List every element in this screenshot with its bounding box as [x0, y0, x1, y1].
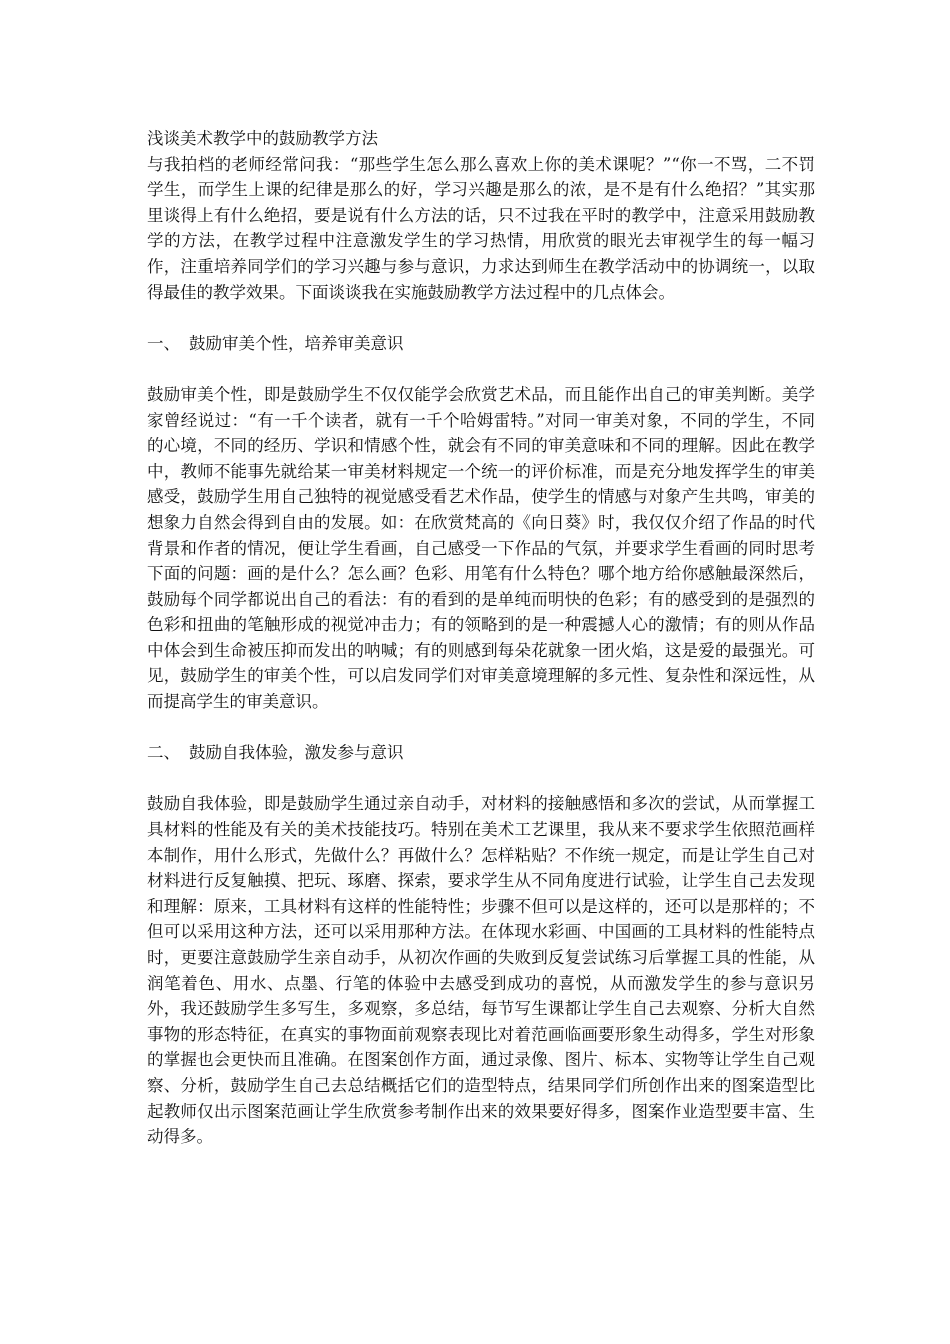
section-body-1: 鼓励审美个性，即是鼓励学生不仅仅能学会欣赏艺术品，而且能作出自己的审美判断。美学家曾经说过：“有一千个读者，就有一千个哈姆雷特。”对同一审美对象，不同的学生，不同的心境，不同的经历、学识和情感个性，就会有不同的审美意味和不同的理解。因此在教学中，教师不能事先就给某一审美材料规定一个统一的评价标准，而是充分地发挥学生的审美感受，鼓励学生用自己独特的视觉感受看艺术作品，使学生的情感与对象产生共鸣，审美的想象力自然会得到自由的发展。如：在欣赏梵高的《向日葵》时，我仅仅介绍了作品的时代背景和作者的情况，便让学生看画，自己感受一下作品的气氛，并要求学生看画的同时思考下面的问题：画的是什么？怎么画？色彩、用笔有什么特色？哪个地方给你感触最深然后，鼓励每个同学都说出自己的看法：有的看到的是单纯而明快的色彩；有的感受到的是强烈的色彩和扭曲的笔触形成的视觉冲击力；有的领略到的是一种震撼人心的激情；有的则从作品中体会到生命被压抑而发出的呐喊；有的则感到每朵花就象一团火焰，这是爱的最强光。可见，鼓励学生的审美个性，可以启发同学们对审美意境理解的多元性、复杂性和深远性，从而提高学生的审美意识。: [147, 384, 815, 712]
section-number-1: 一、: [147, 333, 180, 353]
section-body-2: 鼓励自我体验，即是鼓励学生通过亲自动手，对材料的接触感悟和多次的尝试，从而掌握工具材料的性能及有关的美术技能技巧。特别在美术工艺课里，我从来不要求学生依照范画样本制作，用什么形式，先做什么？再做什么？怎样粘贴？不作统一规定，而是让学生自己对材料进行反复触摸、把玩、琢磨、探索，要求学生从不同角度进行试验，让学生自己去发现和理解：原来，工具材料有这样的性能特性；步骤不但可以是这样的，还可以是那样的；不但可以采用这种方法，还可以采用那种方法。在体现水彩画、中国画的工具材料的性能特点时，更要注意鼓励学生亲自动手，从初次作画的失败到反复尝试练习后掌握工具的性能，从润笔着色、用水、点墨、行笔的体验中去感受到成功的喜悦，从而激发学生的参与意识另外，我还鼓励学生多写生，多观察，多总结，每节写生课都让学生自己去观察、分析大自然事物的形态特征，在真实的事物面前观察表现比对着范画临画要形象生动得多，学生对形象的掌握也会更快而且准确。在图案创作方面，通过录像、图片、标本、实物等让学生自己观察、分析，鼓励学生自己去总结概括它们的造型特点，结果同学们所创作出来的图案造型比起教师仅出示图案范画让学生欣赏参考制作出来的效果要好得多，图案作业造型要丰富、生动得多。: [147, 794, 815, 1147]
document-page: [147, 126, 815, 1150]
section-heading-text-2: 鼓励自我体验，激发参与意识: [189, 743, 404, 763]
document-title: 浅谈美术教学中的鼓励教学方法: [147, 129, 378, 148]
section-heading-1: [147, 331, 815, 357]
spacer: [147, 356, 815, 382]
spacer: [147, 766, 815, 792]
intro-paragraph: 与我拍档的老师经常问我：“那些学生怎么那么喜欢上你的美术课呢？”“你一不骂，二不罚学生，而学生上课的纪律是那么的好，学习兴趣是那么的浓，是不是有什么绝招？”其实那里谈得上有什么绝招，要是说有什么方法的话，只不过我在平时的教学中，注意采用鼓励教学的方法，在教学过程中注意激发学生的学习热情，用欣赏的眼光去审视学生的每一幅习作，注重培养同学们的学习兴趣与参与意识，力求达到师生在教学活动中的协调统一，以取得最佳的教学效果。下面谈谈我在实施鼓励教学方法过程中的几点体会。: [147, 154, 815, 302]
spacer: [147, 715, 815, 741]
section-heading-text-1: 鼓励审美个性，培养审美意识: [189, 333, 404, 353]
section-number-2: 二、: [147, 743, 180, 763]
section-heading-2: [147, 740, 815, 766]
spacer: [147, 305, 815, 331]
